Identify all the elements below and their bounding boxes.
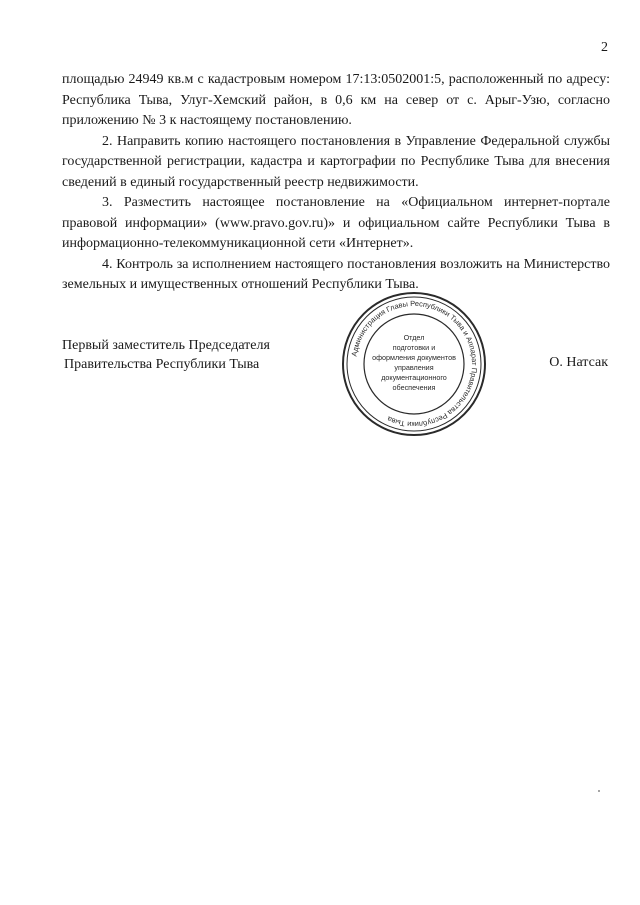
signatory-position-line-1: Первый заместитель Председателя: [62, 338, 270, 353]
seal-inner-line-2: подготовки и: [392, 343, 436, 352]
signatory-name: О. Натсак: [549, 355, 608, 370]
signatory-position: [62, 336, 270, 374]
seal-inner-line-3: оформления документов: [372, 353, 456, 362]
seal-inner-line-1: Отдел: [403, 333, 425, 342]
seal-inner-line-6: обеспечения: [392, 383, 436, 392]
seal-inner-line-5: документационного: [381, 373, 447, 382]
paragraph-2: 2. Направить копию настоящего постановления в Управление Федеральной службы государственной регистрации, кадастра и картографии по Республике Тыва для внесения сведений в единый государственный реестр недвижимости.: [62, 133, 610, 190]
paragraph-4: 4. Контроль за исполнением настоящего постановления возложить на Министерство земельных и имущественных отношений Республики Тыва.: [62, 256, 610, 292]
seal-inner-line-4: управления: [394, 363, 434, 372]
page-number: 2: [601, 40, 608, 55]
official-seal-stamp: [340, 290, 488, 438]
paragraph-3: 3. Разместить настоящее постановление на «Официальном интернет-портале правовой информации» (www.pravo.gov.ru)» и официальном сайте Республики Тыва в информационно-телекоммуникационной сети «Интернет».: [62, 195, 610, 251]
seal-ring-text: Администрация Главы Республики Тыва и Аппарат Правительства Республики Тыва: [349, 298, 480, 430]
document-body: [62, 70, 610, 296]
signatory-position-line-2: Правительства Республики Тыва: [64, 357, 260, 372]
scan-speck: [598, 790, 600, 792]
paragraph-1: площадью 24949 кв.м с кадастровым номером 17:13:0502001:5, расположенный по адресу: Республика Тыва, Улуг-Хемский район, в 0,6 км на север от с. Арыг-Узю, согласно приложению № 3 к настоящему постановлению.: [62, 72, 610, 128]
